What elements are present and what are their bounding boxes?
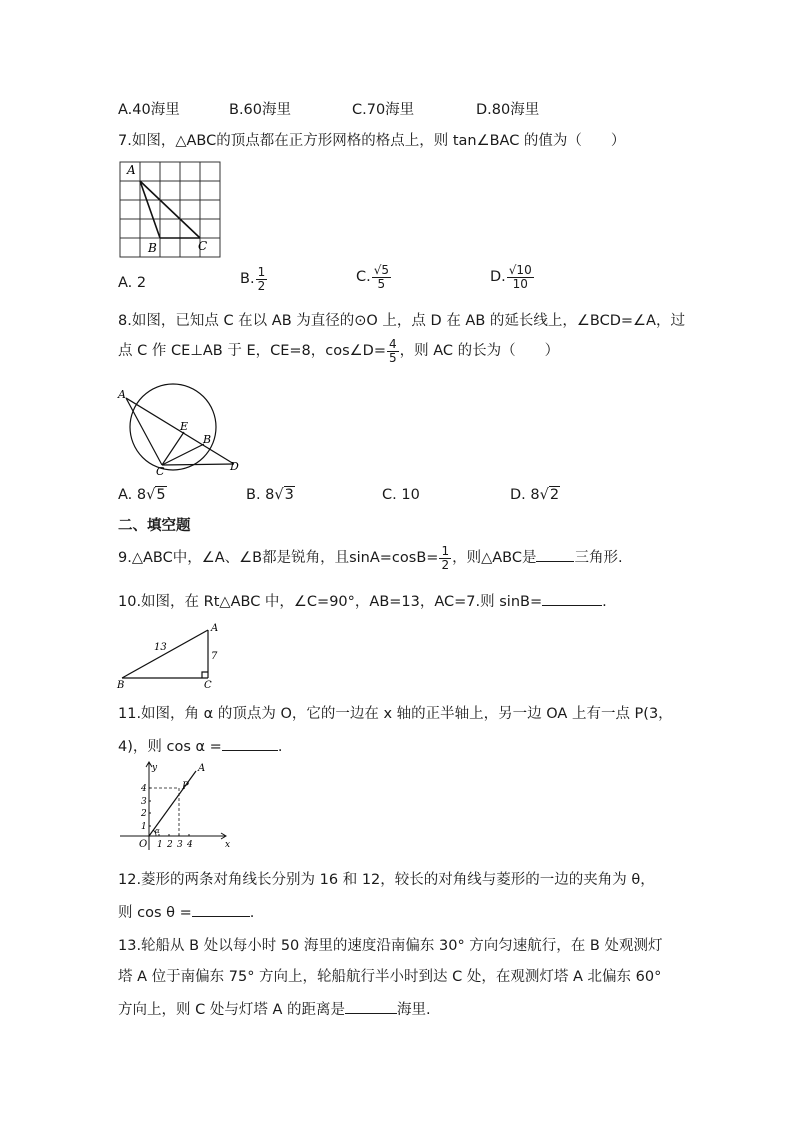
q13-stem-line1: 13.轮船从 B 处以每小时 50 海里的速度沿南偏东 30° 方向匀速航行，在 B 处观测灯 xyxy=(118,938,663,954)
q8-label-e: E xyxy=(180,420,189,433)
q11-label-a: A xyxy=(198,763,206,774)
q8-stem-line1: 8.如图，已知点 C 在以 AB 为直径的⊙O 上，点 D 在 AB 的延长线上，∠BCD=∠A，过 xyxy=(118,313,685,329)
q8-option-b: B. 8√3 xyxy=(246,487,294,503)
q8-label-a: A xyxy=(118,388,126,401)
q11-label-y: y xyxy=(152,763,158,773)
sqrt-icon: √ xyxy=(274,487,284,503)
q8-option-a: A. 8√5 xyxy=(118,487,166,503)
q8-chord-ac xyxy=(126,398,162,465)
q9-answer-blank[interactable] xyxy=(536,549,574,562)
q10-hypotenuse-ab xyxy=(122,630,208,678)
q7-label-a: A xyxy=(127,163,136,177)
q8-option-c: C. 10 xyxy=(382,487,420,503)
q7-option-b: B. $\frac{1}{2}$ xyxy=(240,265,266,293)
q7-option-a: A. 2 xyxy=(118,275,147,291)
q11-label-alpha: α xyxy=(155,827,160,835)
q8-stem-line2: 点 C 作 CE⊥AB 于 E，CE=8，cos∠D= $\frac{4}{5}$ ，则 AC 的长为（ ） xyxy=(118,337,560,365)
q10-label-13: 13 xyxy=(154,642,167,653)
q7-option-d: D. $\frac{√10}{10}$ xyxy=(490,263,532,291)
q11-label-p: P xyxy=(182,781,189,792)
q7-label-c: C xyxy=(198,239,208,253)
q11-xtick-1: 1 xyxy=(157,840,163,850)
q6-option-a: A.40海里 xyxy=(118,102,180,118)
q9-stem: 9.△ABC中，∠A、∠B都是锐角，且sinA=cosB= $\frac{1}{2}$ ，则△ABC是 三角形. xyxy=(118,544,623,572)
sqrt-icon: √ xyxy=(539,487,549,503)
sqrt-icon: √ xyxy=(146,487,156,503)
q11-answer-blank[interactable] xyxy=(222,738,278,751)
q11-ytick-4: 4 xyxy=(141,784,147,794)
q10-label-c: C xyxy=(204,680,212,691)
q11-coordinate-figure xyxy=(118,760,238,852)
q10-triangle-figure xyxy=(116,620,226,690)
q8-label-c: C xyxy=(156,465,165,478)
q13-answer-blank[interactable] xyxy=(345,1001,397,1014)
section-fill-in-title: 二、填空题 xyxy=(118,518,191,534)
q11-stem-line2: 4)，则 cos α = . xyxy=(118,739,283,755)
q11-label-x: x xyxy=(225,840,231,850)
q6-option-c: C.70海里 xyxy=(352,102,415,118)
q10-stem: 10.如图，在 Rt△ABC 中，∠C=90°，AB=13，AC=7.则 sinB= . xyxy=(118,594,607,610)
q13-stem-line3: 方向上，则 C 处与灯塔 A 的距离是 海里. xyxy=(118,1002,431,1018)
q10-label-a: A xyxy=(211,623,219,634)
q11-label-o: O xyxy=(139,839,148,850)
q6-option-b: B.60海里 xyxy=(229,102,292,118)
q11-ytick-1: 1 xyxy=(141,822,147,832)
q7-label-b: B xyxy=(148,241,157,255)
q11-ytick-2: 2 xyxy=(141,809,147,819)
q7-grid-figure xyxy=(118,160,228,260)
q11-ytick-3: 3 xyxy=(141,797,147,807)
q10-label-7: 7 xyxy=(211,651,218,662)
q10-answer-blank[interactable] xyxy=(542,593,602,606)
q6-option-d: D.80海里 xyxy=(476,102,540,118)
q10-label-b: B xyxy=(117,680,125,691)
q7-edge-ac xyxy=(140,181,200,238)
q12-stem-line1: 12.菱形的两条对角线长分别为 16 和 12，较长的对角线与菱形的一边的夹角为 θ， xyxy=(118,872,655,888)
q11-xtick-4: 4 xyxy=(187,840,193,850)
q10-right-angle-mark xyxy=(202,672,208,678)
q7-option-c: C. $\frac{√5}{5}$ xyxy=(356,263,390,291)
q7-stem: 7.如图，△ABC的顶点都在正方形网格的格点上，则 tan∠BAC 的值为（ ） xyxy=(118,133,626,149)
q13-stem-line2: 塔 A 位于南偏东 75° 方向上，轮船航行半小时到达 C 处，在观测灯塔 A 北偏东 60° xyxy=(118,969,662,985)
q8-label-d: D xyxy=(230,460,239,473)
q8-circle-figure xyxy=(116,384,246,476)
q8-label-b: B xyxy=(203,433,212,446)
q11-xtick-3: 3 xyxy=(177,840,183,850)
q12-answer-blank[interactable] xyxy=(192,904,250,917)
q8-segment-cd xyxy=(162,464,234,465)
q12-stem-line2: 则 cos θ = . xyxy=(118,905,255,921)
q11-xtick-2: 2 xyxy=(167,840,173,850)
q8-option-d: D. 8√2 xyxy=(510,487,560,503)
q11-stem-line1: 11.如图，角 α 的顶点为 O，它的一边在 x 轴的正半轴上，另一边 OA 上有一点 P(3， xyxy=(118,706,673,722)
